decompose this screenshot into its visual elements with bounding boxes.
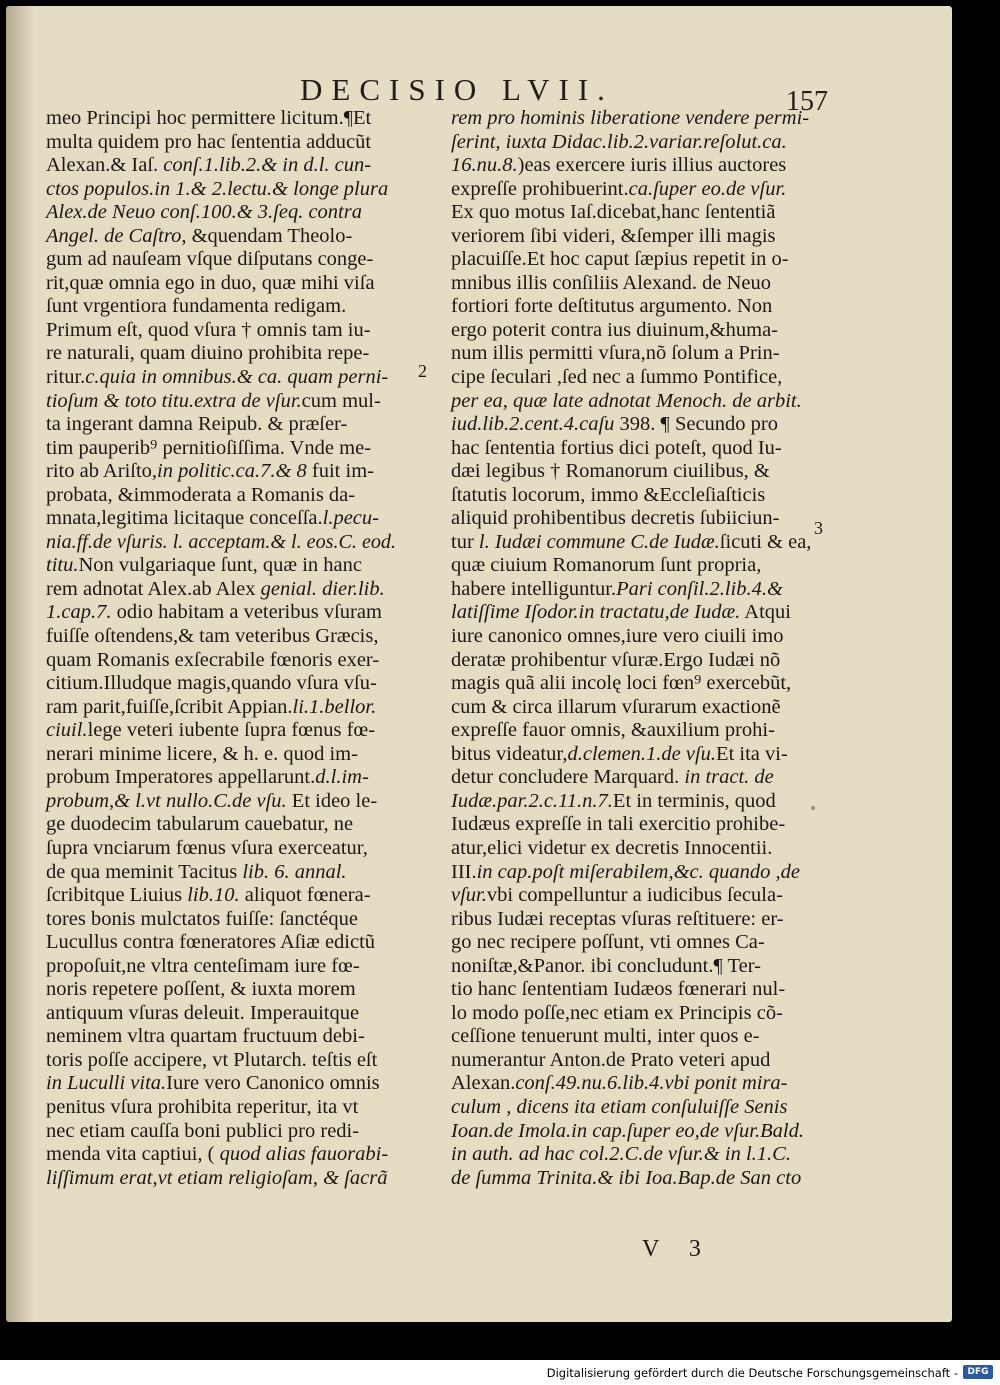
text-line: cum & circa illarum vſurarum exactionẽ <box>451 695 781 718</box>
text-line: Iudæus expreſſe in tali exercitio prohibe- <box>451 813 786 836</box>
text-line: citium.Illudque magis,quando vſura vſu- <box>46 672 377 695</box>
text-line: ſupra vnciarum fœnus vſura exerceatur, <box>46 836 368 859</box>
text-line: tioſum & toto titu.extra de vſur.cum mul- <box>46 389 381 412</box>
text-line: noris repetere poſſent, & iuxta morem <box>46 978 356 1001</box>
text-line: propoſuit,ne vltra centeſimam iure fœ- <box>46 954 360 977</box>
text-line: rem adnotat Alex.ab Alex genial. dier.lib. <box>46 577 385 600</box>
margin-note-2: 2 <box>418 361 427 381</box>
text-line: Alex.de Neuo conſ.100.& 3.ſeq. contra <box>46 201 362 224</box>
text-line: antiquum vſuras deleuit. Imperauitque <box>46 1001 360 1024</box>
text-line: ſunt vrgentiora fundamenta redigam. <box>46 295 347 318</box>
text-line: neminem vltra quartam fructuum debi- <box>46 1025 365 1048</box>
text-line: tim pauperib⁹ pernitioſiſſima. Vnde me- <box>46 436 372 459</box>
text-line: per ea, quæ late adnotat Menoch. de arbit. <box>451 389 802 412</box>
text-line: magis quã alii incolę loci fœn⁹ exercebũt, <box>451 672 792 695</box>
text-line: ſtatutis locorum, immo &Eccleſiaſticis <box>451 483 766 506</box>
text-line: dæi legibus † Romanorum ciuilibus, & <box>451 460 770 483</box>
dfg-logo: DFG <box>963 1365 993 1379</box>
text-line: Ex quo motus Iaſ.dicebat,hanc ſententiã <box>451 201 776 224</box>
text-line: Primum eſt, quod vſura † omnis tam iu- <box>46 318 371 341</box>
text-line: penitus vſura prohibita reperitur, ita vt <box>46 1095 359 1118</box>
text-line: rit,quæ omnia ego in duo, quæ mihi viſa <box>46 271 375 294</box>
text-line: Lucullus contra fœneratores Aſiæ edictũ <box>46 931 376 954</box>
text-line: iud.lib.2.cent.4.caſu 398. ¶ Secundo pro <box>451 413 778 436</box>
text-line: noniſtæ,&Panor. ibi concludunt.¶ Ter- <box>451 954 761 977</box>
text-line: in Luculli vita.Iure vero Canonico omnis <box>46 1072 380 1095</box>
text-line: detur concludere Marquard. in tract. de <box>451 766 774 789</box>
text-line: fuiſſe oſtendens,& tam veteribus Græcis, <box>46 625 379 648</box>
text-line: in auth. ad hac col.2.C.de vſur.& in l.1.C. <box>451 1143 791 1166</box>
text-line: vſur.vbi compelluntur a iudicibus ſecula- <box>451 884 783 907</box>
page-header-title: DECISIO LVII. <box>300 72 614 107</box>
text-line: cipe ſeculari ,ſed nec a ſummo Pontifice, <box>451 366 783 389</box>
text-line: quæ ciuium Romanorum ſunt propria, <box>451 554 762 577</box>
text-line: ribus Iudæi receptas vſuras reſtituere: er- <box>451 907 784 930</box>
text-line: gum ad nauſeam vſque diſputans conge- <box>46 248 374 271</box>
footer-bar <box>0 1360 1000 1385</box>
text-line: ram parit,fuiſſe,ſcribit Appian.li.1.bellor. <box>46 695 377 718</box>
text-line: ge duodecim tabularum cauebatur, ne <box>46 813 354 836</box>
book-page <box>6 6 952 1322</box>
footer-credit-text: Digitalisierung gefördert durch die Deutsche Forschungsgemeinschaft - <box>546 1366 958 1380</box>
ink-speck <box>811 806 815 810</box>
text-line: expreſſe prohibuerint.ca.ſuper eo.de vſur. <box>451 177 787 200</box>
text-line: fortiori forte deſtitutus argumento. Non <box>451 295 773 318</box>
text-line: probum,& l.vt nullo.C.de vſu. Et ideo le- <box>46 789 378 812</box>
text-line: ceſſione tenuerunt multi, inter quos e- <box>451 1025 760 1048</box>
text-line: iure canonico omnes,iure vero ciuili imo <box>451 625 784 648</box>
text-line: Alexan.& Iaſ. conſ.1.lib.2.& in d.l. cun- <box>46 154 372 177</box>
text-line: de ſumma Trinita.& ibi Ioa.Bap.de San cto <box>451 1166 802 1189</box>
text-line: go nec recipere poſſunt, vti omnes Ca- <box>451 931 765 954</box>
text-line: tio hanc ſententiam Iudæos fœnerari nul- <box>451 978 786 1001</box>
text-line: nec etiam cauſſa boni publici pro redi- <box>46 1119 360 1142</box>
text-line: aliquid prohibentibus decretis ſubiiciun- <box>451 507 780 530</box>
text-line: Iudæ.par.2.c.11.n.7.Et in terminis, quod <box>451 789 776 812</box>
text-line: de qua meminit Tacitus lib. 6. annal. <box>46 860 347 883</box>
text-line: re naturali, quam diuino prohibita repe- <box>46 342 370 365</box>
text-line: titu.Non vulgariaque ſunt, quæ in hanc <box>46 554 362 577</box>
text-line: latiſſime Iſodor.in tractatu,de Iudæ. Atqui <box>451 601 791 624</box>
text-line: Angel. de Caſtro, &quendam Theolo- <box>46 224 353 247</box>
text-line: ritur.c.quia in omnibus.& ca. quam perni- <box>46 366 389 389</box>
text-line: bitus videatur,d.clemen.1.de vſu.Et ita vi- <box>451 742 788 765</box>
text-line: deratæ prohibentur vſuræ.Ergo Iudæi nõ <box>451 648 781 671</box>
text-line: Alexan.conſ.49.nu.6.lib.4.vbi ponit mira- <box>451 1072 788 1095</box>
margin-note-3: 3 <box>814 518 823 538</box>
text-line: mnibus illis conſiliis Alexand. de Neuo <box>451 271 772 294</box>
text-line: multa quidem pro hac ſententia adducũt <box>46 130 372 153</box>
text-line: rem pro hominis liberatione vendere permi- <box>451 107 810 129</box>
text-line: placuiſſe.Et hoc caput ſæpius repetit in o- <box>451 248 789 271</box>
text-line: quam Romanis exſecrabile fœnoris exer- <box>46 648 380 671</box>
text-line: III.in cap.poſt miſerabilem,&c. quando ,de <box>451 860 801 883</box>
text-line: mnata,legitima licitaque conceſſa.l.pecu- <box>46 507 379 530</box>
signature-mark: V 3 <box>642 1236 713 1262</box>
text-line: probata, &immoderata a Romanis da- <box>46 483 356 506</box>
text-line: meo Principi hoc permittere licitum.¶Et <box>46 107 372 129</box>
text-line: liſſimum erat,vt etiam religioſam, & ſacrã <box>46 1166 388 1189</box>
text-line: Ioan.de Imola.in cap.ſuper eo,de vſur.Bald. <box>451 1119 804 1142</box>
text-line: ſcribitque Liuius lib.10. aliquot fœnera- <box>46 884 371 907</box>
text-line: numerantur Anton.de Prato veteri apud <box>451 1048 771 1071</box>
text-line: 16.nu.8.)eas exercere iuris illius auctores <box>451 154 787 177</box>
text-line: ta ingerant damna Reipub. & præſer- <box>46 413 348 436</box>
text-line: culum , dicens ita etiam conſuluiſſe Senis <box>451 1095 788 1118</box>
text-line: hac ſententia fortius dici poteſt, quod Iu- <box>451 436 782 459</box>
page-number: 157 <box>786 86 828 117</box>
text-line: veriorem ſibi videri, &ſemper illi magis <box>451 224 776 247</box>
right-text-column <box>451 107 816 1190</box>
text-line: nerari minime licere, & h. e. quod im- <box>46 742 358 765</box>
text-line: num illis permitti vſura,nõ ſolum a Prin- <box>451 342 780 365</box>
text-line: 1.cap.7. odio habitam a veteribus vſuram <box>46 601 382 624</box>
text-line: tores bonis mulctatos fuiſſe: ſanctéque <box>46 907 358 930</box>
text-line: ergo poterit contra ius diuinum,&huma- <box>451 318 778 341</box>
text-line: habere intelliguntur.Pari conſil.2.lib.4.& <box>451 577 783 600</box>
text-line: nia.ff.de vſuris. l. acceptam.& l. eos.C. eod. <box>46 530 396 553</box>
text-line: tur l. Iudæi commune C.de Iudæ.ſicuti & ea, <box>451 530 812 553</box>
left-text-column <box>46 107 396 1190</box>
text-line: menda vita captiui, ( quod alias fauorabi- <box>46 1143 389 1166</box>
text-line: probum Imperatores appellarunt.d.l.im- <box>46 766 369 789</box>
text-line: toris poſſe accipere, vt Plutarch. teſtis eſt <box>46 1048 378 1071</box>
text-line: atur,elici videtur ex decretis Innocentii. <box>451 836 773 859</box>
text-line: ſerint, iuxta Didac.lib.2.variar.reſolut.ca. <box>451 130 787 153</box>
text-line: expreſſe fauor omnis, &auxilium prohi- <box>451 719 775 742</box>
text-line: ciuil.lege veteri iubente ſupra fœnus fœ- <box>46 719 376 742</box>
text-line: ctos populos.in 1.& 2.lectu.& longe plura <box>46 177 389 200</box>
text-line: lo modo poſſe,nec etiam ex Principis cõ- <box>451 1001 783 1024</box>
text-line: rito ab Ariſto,in politic.ca.7.& 8 fuit im- <box>46 460 374 483</box>
